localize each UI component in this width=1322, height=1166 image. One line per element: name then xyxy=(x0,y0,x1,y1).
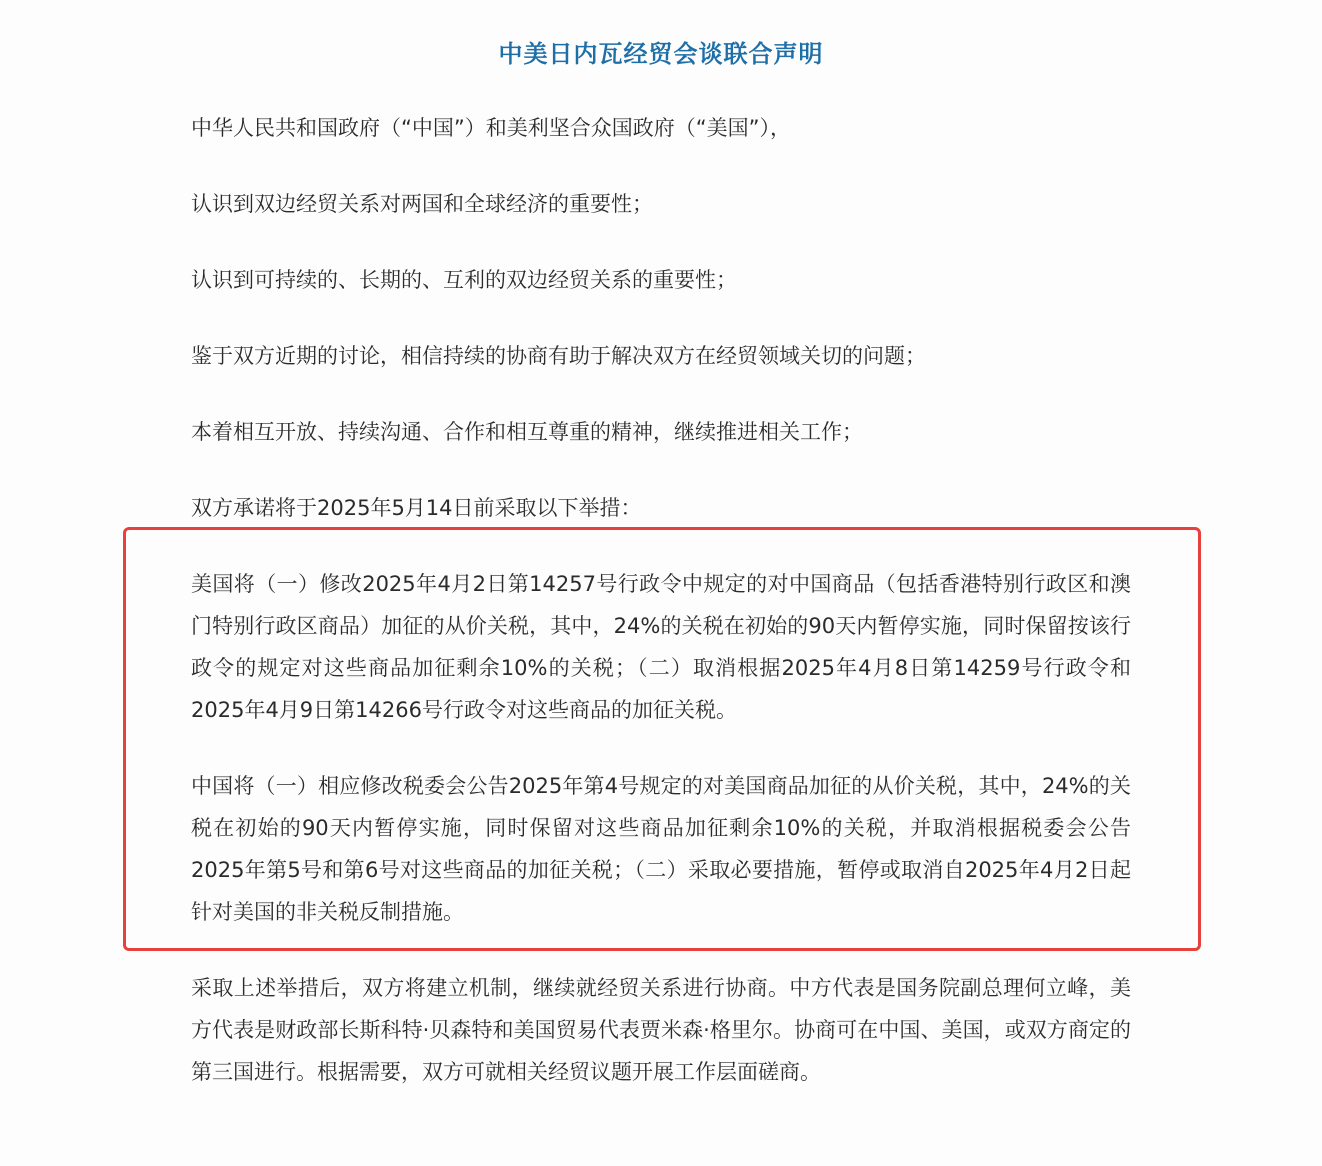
paragraph-parties: 中华人民共和国政府（“中国”）和美利坚合众国政府（“美国”）， xyxy=(191,116,792,140)
paragraph-recognize-sustainable: 认识到可持续的、长期的、互利的双边经贸关系的重要性； xyxy=(191,268,737,292)
document-title: 中美日内瓦经贸会谈联合声明 xyxy=(498,40,824,68)
paragraph-china-measures: 中国将（一）相应修改税委会公告2025年第4号规定的对美国商品加征的从价关税，其中，24%的关税在初始的90天内暂停实施，同时保留对这些商品加征剩余10%的关税，并取消根据税委会公告2025年第5号和第6号对这些商品的加征关税；（二）采取必要措施，暂停或取消自2025年4月2日起针对美国的非关税反制措施。 xyxy=(191,774,1131,924)
paragraph-spirit: 本着相互开放、持续沟通、合作和相互尊重的精神，继续推进相关工作； xyxy=(191,420,863,444)
paragraph-commitment: 双方承诺将于2025年5月14日前采取以下举措： xyxy=(191,496,642,520)
paragraph-us-measures: 美国将（一）修改2025年4月2日第14257号行政令中规定的对中国商品（包括香港特别行政区和澳门特别行政区商品）加征的从价关税，其中，24%的关税在初始的90天内暂停实施，同时保留按该行政令的规定对这些商品加征剩余10%的关税；（二）取消根据2025年4月8日第14259号行政令和2025年4月9日第14266号行政令对这些商品的加征关税。 xyxy=(191,572,1131,722)
paragraph-mechanism: 采取上述举措后，双方将建立机制，继续就经贸关系进行协商。中方代表是国务院副总理何立峰，美方代表是财政部长斯科特·贝森特和美国贸易代表贾米森·格里尔。协商可在中国、美国，或双方商定的第三国进行。根据需要，双方可就相关经贸议题开展工作层面磋商。 xyxy=(191,976,1131,1084)
paragraph-recognize-importance: 认识到双边经贸关系对两国和全球经济的重要性； xyxy=(191,192,653,216)
paragraph-recent-discussions: 鉴于双方近期的讨论，相信持续的协商有助于解决双方在经贸领域关切的问题； xyxy=(191,344,926,368)
